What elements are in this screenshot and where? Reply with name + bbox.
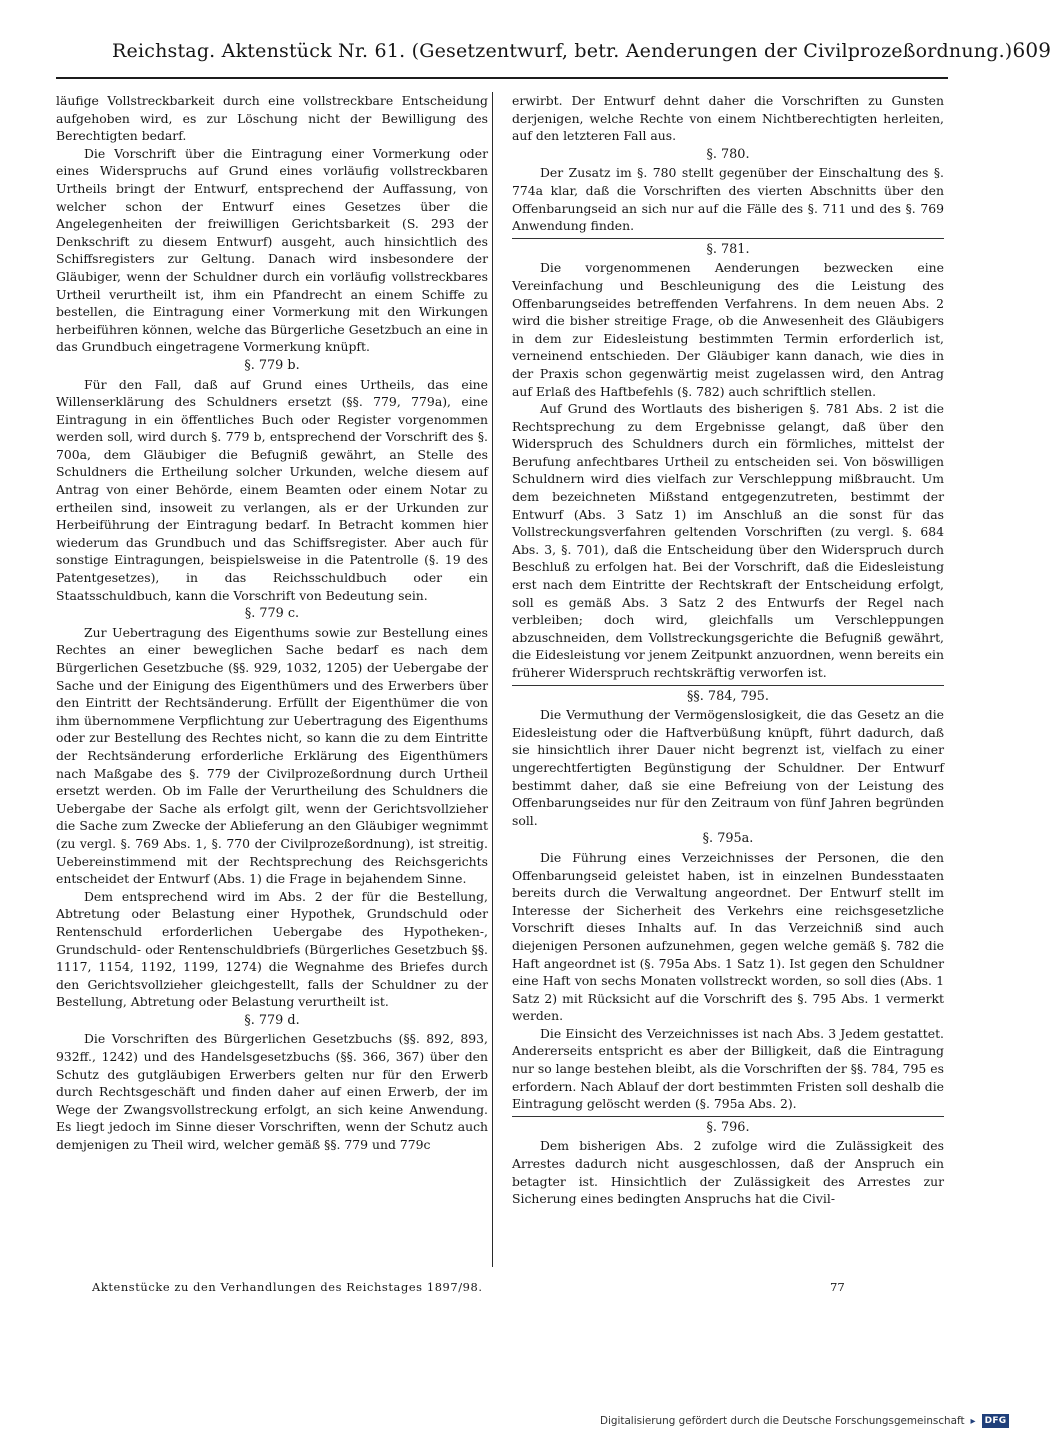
paragraph: läufige Vollstreckbarkeit durch eine vollstreckbare Entscheidung aufgehoben wird, es zur Löschung nicht der Bewilligung des Berechtigten bedarf. [56, 93, 488, 144]
section-heading: §. 781. [706, 241, 750, 257]
section-heading: §. 779 d. [244, 1012, 300, 1028]
paragraph: Die Vorschrift über die Eintragung einer Vormerkung oder eines Widerspruchs auf Grund eines vorläufig vollstreckbaren Urtheils bringt der Entwurf, entsprechend der Auffassung, von welcher schon der Entwurf eines Gesetzes über die Angelegenheiten der freiwilligen Gerichtsbarkeit (S. 293 der Denkschrift zu diesem Entwurf) ausgeht, auch hinsichtlich des Schiffsregisters zur Geltung. Danach wird insbesondere der Gläubiger, wenn der Schuldner durch ein vorläufig vollstreckbares Urtheil verurtheilt ist, ihm ein Pfandrecht an einem Schiffe zu bestellen, die Eintragung einer Vormerkung mit den Wirkungen herbeiführen können, welche das Bürgerliche Gesetzbuch an eine in das Grundbuch eingetragene Vormerkung knüpft. [56, 145, 488, 355]
section-heading: §. 796. [706, 1119, 750, 1135]
section-heading: §. 795a. [702, 831, 754, 847]
paragraph: Dem entsprechend wird im Abs. 2 der für die Bestellung, Abtretung oder Belastung einer Hypothek, Grundschuld oder Rentenschuld erforderlichen Uebergabe des Hypotheken-, Grundschuld- oder Rentenschuldbriefs (Bürgerliches Gesetzbuch §§. 1117, 1154, 1192, 1199, 1274) die Wegnahme des Briefes durch den Gerichtsvollzieher gleichgestellt, falls der Schuldner zu der Bestellung, Abtretung oder Belastung verurtheilt ist. [56, 888, 488, 1010]
dfg-logo: DFG [982, 1414, 1010, 1428]
section-divider [512, 685, 944, 686]
page-header [112, 38, 1051, 72]
paragraph: Für den Fall, daß auf Grund eines Urtheils, das eine Willenserklärung des Schuldners ersetzt (§§. 779, 779a), eine Eintragung in ein öffentliches Buch oder Register vorgenommen werden soll, wird durch §. 779 b, entsprechend der Vorschrift des §. 700a, dem Gläubiger die Befugniß gewährt, an Stelle des Schuldners die Ertheilung solcher Urkunden, welche diesem auf Antrag von einer Behörde, einem Beamten oder einem Notar zu ertheilen sind, insoweit zu verlangen, als er der Urkunden zur Herbeiführung der Eintragung bedarf. In Betracht kommen hier wiederum das Grundbuch und das Schiffsregister. Aber auch für sonstige Eintragungen, beispielsweise in die Patentrolle (§. 19 des Patentgesetzes), in das Reichsschuldbuch oder ein Staatsschuldbuch, kann die Vorschrift von Bedeutung sein. [56, 376, 488, 603]
paragraph: Die Vermuthung der Vermögenslosigkeit, die das Gesetz an die Eidesleistung oder die Haftverbüßung knüpft, führt dadurch, daß sie hinsichtlich ihrer Dauer nicht begrenzt ist, vielfach zu einer ungerechtfertigten Begünstigung der Schuldner. Der Entwurf bestimmt daher, daß sie eine Befreiung von der Leistung des Offenbarungseides nur für den Zeitraum von fünf Jahren begründen soll. [512, 707, 944, 828]
paragraph: Die vorgenommenen Aenderungen bezwecken eine Vereinfachung und Beschleunigung des die Leistung des Offenbarungseides betreffenden Verfahrens. In dem neuen Abs. 2 wird die bisher streitige Frage, ob die Anwesenheit des Gläubigers in dem zur Eidesleistung bestimmten Termin erforderlich ist, verneinend entschieden. Der Gläubiger kann danach, wie dies in der Praxis schon gegenwärtig meist zugelassen wird, den Antrag auf Erlaß des Haftbefehls (§. 782) auch schriftlich stellen. [512, 260, 944, 399]
paragraph: Dem bisherigen Abs. 2 zufolge wird die Zulässigkeit des Arrestes dadurch nicht ausgeschlossen, daß der Anspruch ein betagter ist. Hinsichtlich der Zulässigkeit des Arrestes zur Sicherung eines bedingten Anspruchs hat die Civil- [512, 1138, 944, 1207]
header-rule [56, 77, 948, 79]
paragraph: Auf Grund des Wortlauts des bisherigen §. 781 Abs. 2 ist die Rechtsprechung zu dem Ergebnisse gelangt, daß über den Widerspruch des Schuldners durch ein förmliches, mittelst der Berufung anfechtbares Urtheil zu entscheiden sei. Von böswilligen Schuldnern wird dies vielfach zur Verschleppung mißbraucht. Um dem bezeichneten Mißstand entgegenzutreten, bestimmt der Entwurf (Abs. 3 Satz 1) im Anschluß an die sonst für das Vollstreckungsverfahren geltenden Vorschriften (zu vergl. §. 684 Abs. 3, §. 701), daß die Entscheidung über den Widerspruch durch Beschluß zu erfolgen hat. Bei der Vorschrift, daß die Eidesleistung erst nach dem Eintritte der Rechtskraft der Entscheidung erfolgt, soll es gemäß Abs. 3 Satz 2 des Entwurfs der Regel nach verbleiben; doch wird, gleichfalls um Verschleppungen abzuschneiden, dem Vollstreckungsgerichte die Befugniß gewährt, die Eidesleistung vor jenem Zeitpunkt anzuordnen, wenn bereits ein früherer Widerspruch rechtskräftig verworfen ist. [512, 401, 944, 680]
header-title: Reichstag. Aktenstück Nr. 61. (Gesetzentwurf, betr. Aenderungen der Civilprozeßordnung.) [112, 40, 1013, 62]
paragraph: Der Zusatz im §. 780 stellt gegenüber der Einschaltung des §. 774a klar, daß die Vorschriften des vierten Abschnitts über den Offenbarungseid an sich nur auf die Fälle des §. 711 und des §. 769 Anwendung finden. [512, 165, 944, 234]
paragraph: Die Führung eines Verzeichnisses der Personen, die den Offenbarungseid geleistet haben, ist in einzelnen Bundesstaaten bereits durch die Verwaltung angeordnet. Der Entwurf stellt im Interesse der Sicherheit des Verkehrs eine reichsgesetzliche Vorschrift dieses Inhalts auf. In das Verzeichniß sind auch diejenigen Personen aufzunehmen, gegen welche gemäß §. 782 die Haft angeordnet ist (§. 795a Abs. 1 Satz 1). Ist gegen den Schuldner eine Haft von sechs Monaten vollstreckt worden, so soll dies (Abs. 1 Satz 2) mit Rücksicht auf die Vorschrift des §. 795 Abs. 1 vermerkt werden. [512, 849, 944, 1024]
column-divider [492, 92, 493, 1267]
right-column [512, 92, 944, 1208]
footer-publication: Aktenstücke zu den Verhandlungen des Reichstages 1897/98. [92, 1280, 483, 1294]
paragraph: erwirbt. Der Entwurf dehnt daher die Vorschriften zu Gunsten derjenigen, welche Rechte von einem Nichtberechtigten herleiten, auf den letzteren Fall aus. [512, 93, 944, 144]
section-heading: §§. 784, 795. [687, 688, 769, 704]
footer-sheet-number: 77 [830, 1280, 845, 1294]
paragraph: Die Einsicht des Verzeichnisses ist nach Abs. 3 Jedem gestattet. Andererseits entspricht es aber der Billigkeit, daß die Eintragung nur so lange bestehen bleibt, als die Vorschriften der §§. 784, 795 es erfordern. Nach Ablauf der dort bestimmten Fristen soll deshalb die Eintragung gelöscht werden (§. 795a Abs. 2). [512, 1025, 944, 1112]
digitization-text: Digitalisierung gefördert durch die Deutsche Forschungsgemeinschaft [600, 1415, 965, 1427]
digitization-note [600, 1413, 1009, 1429]
section-heading: §. 779 b. [244, 357, 300, 373]
section-divider [512, 1116, 944, 1117]
paragraph: Zur Uebertragung des Eigenthums sowie zur Bestellung eines Rechtes an einer beweglichen Sache bedarf es nach dem Bürgerlichen Gesetzbuche (§§. 929, 1032, 1205) der Uebergabe der Sache und der Einigung des Eigenthümers und des Erwerbers über den Eintritt der Rechtsänderung. Erfüllt der Eigenthümer die von ihm übernommene Verpflichtung zur Uebertragung des Eigenthums oder zur Bestellung des Rechtes nicht, so kann die zu dem Eintritte der Rechtsänderung erforderliche Erklärung des Eigenthümers nach Maßgabe des §. 779 der Civilprozeßordnung durch Urtheil ersetzt werden. Ob im Falle der Verurtheilung des Schuldners die Uebergabe der Sache als erfolgt gilt, wenn der Gerichtsvollzieher die Sache zum Zwecke der Ablieferung an den Gläubiger wegnimmt (zu vergl. §. 769 Abs. 1, §. 770 der Civilprozeßordnung), ist streitig. Uebereinstimmend mit der Rechtsprechung des Reichsgerichts entscheidet der Entwurf (Abs. 1) die Frage in bejahendem Sinne. [56, 624, 488, 887]
section-heading: §. 779 c. [244, 606, 300, 622]
page-number: 609 [1012, 38, 1051, 62]
arrow-icon: ▸ [970, 1415, 976, 1427]
section-divider [512, 238, 944, 239]
left-column [56, 92, 488, 1154]
paragraph: Die Vorschriften des Bürgerlichen Gesetzbuchs (§§. 892, 893, 932ff., 1242) und des Handelsgesetzbuchs (§§. 366, 367) über den Schutz des gutgläubigen Erwerbers gelten nur für den Erwerb durch Rechtsgeschäft und finden daher auf einen Erwerb, der im Wege der Zwangsvollstreckung erfolgt, an sich keine Anwendung. Es liegt jedoch im Sinne dieser Vorschriften, wenn der Schutz auch demjenigen zu Theil wird, welcher gemäß §§. 779 und 779c [56, 1031, 488, 1153]
section-heading: §. 780. [706, 146, 750, 162]
